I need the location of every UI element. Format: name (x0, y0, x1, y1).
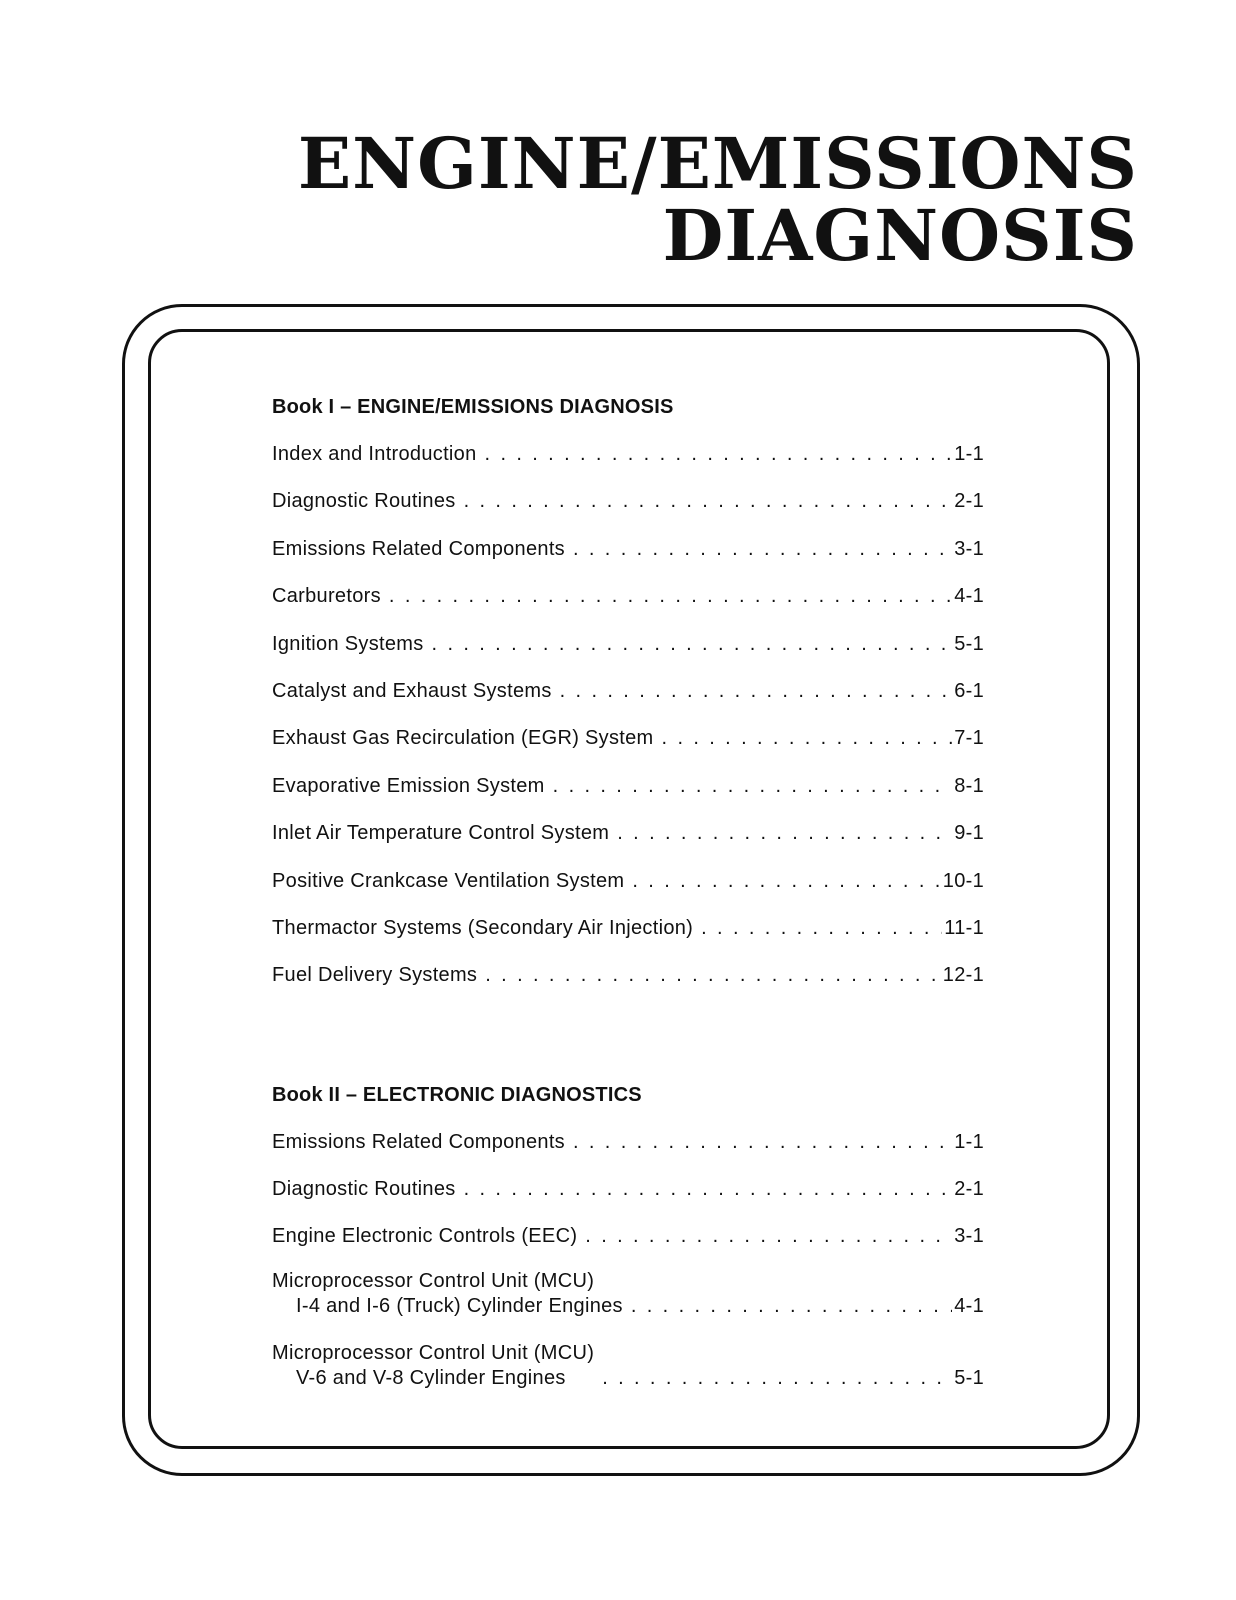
toc-entry-label: Microprocessor Control Unit (MCU) (272, 1270, 595, 1292)
page-title (297, 122, 1138, 277)
toc-entry-page: 2-1 (954, 490, 984, 513)
toc-entry-page: 5-1 (954, 1367, 984, 1389)
toc-entry-labels (272, 1269, 623, 1319)
toc-entry-page: 7-1 (954, 727, 984, 750)
title-line-1: ENGINE/EMISSIONS (297, 122, 1138, 205)
toc-entry-page: 8-1 (954, 774, 984, 797)
toc-entry-label: Emissions Related Components (272, 537, 565, 560)
toc-entry-page: 9-1 (954, 822, 984, 845)
dot-leader (485, 961, 941, 989)
dot-leader (553, 772, 953, 800)
toc-entry (272, 1269, 984, 1319)
dot-leader (389, 582, 952, 610)
dot-leader (464, 487, 953, 515)
toc-entry-label: Diagnostic Routines (272, 490, 456, 513)
toc-entry-label: Evaporative Emission System (272, 774, 545, 797)
dot-leader (631, 1294, 952, 1319)
dot-leader (602, 1366, 952, 1391)
dot-leader (585, 1222, 952, 1250)
toc-entry-sublabel: I-4 and I-6 (Truck) Cylinder Engines (296, 1295, 623, 1317)
toc-entry (272, 487, 984, 515)
toc-entry (272, 630, 984, 658)
toc-entry-label: Catalyst and Exhaust Systems (272, 679, 552, 702)
toc-entry-label: Microprocessor Control Unit (MCU) (272, 1342, 595, 1364)
dot-leader (662, 724, 953, 752)
toc-entry (272, 1222, 984, 1250)
toc-entry-page: 12-1 (942, 964, 984, 987)
title-line-2: DIAGNOSIS (662, 194, 1138, 277)
toc-entry (272, 1128, 984, 1156)
toc-entry (272, 677, 984, 705)
toc-entry-page: 4-1 (954, 585, 984, 608)
toc-entry-page: 6-1 (954, 679, 984, 702)
toc-entry-labels (272, 1341, 594, 1391)
toc-entry-page: 1-1 (954, 1131, 984, 1153)
toc-entry-page: 3-1 (954, 537, 984, 560)
toc-entry-page: 3-1 (954, 1225, 984, 1247)
dot-leader (632, 867, 940, 895)
toc-entry-label: Ignition Systems (272, 632, 424, 655)
toc-entry (272, 1341, 984, 1391)
toc-entry-page: 1-1 (954, 443, 984, 465)
dot-leader (701, 914, 942, 942)
toc-entry-label: Positive Crankcase Ventilation System (272, 869, 625, 892)
toc-entry-label: Emissions Related Components (272, 1131, 565, 1153)
dot-leader (560, 677, 953, 705)
toc-entry-label: Diagnostic Routines (272, 1178, 456, 1200)
toc-entry (272, 819, 984, 847)
dot-leader (573, 1128, 952, 1156)
dot-leader (617, 819, 952, 847)
toc-entry-label: Index and Introduction (272, 443, 477, 465)
toc-entry-label: Thermactor Systems (Secondary Air Injection) (272, 916, 694, 939)
toc-book-2 (272, 1081, 984, 1413)
book-1-heading: Book I – ENGINE/EMISSIONS DIAGNOSIS (272, 396, 674, 418)
toc-entry (272, 914, 984, 942)
toc-entry-label: Inlet Air Temperature Control System (272, 822, 610, 845)
toc-entry-label: Fuel Delivery Systems (272, 964, 478, 987)
toc-entry (272, 535, 984, 563)
toc-entry (272, 772, 984, 800)
toc-entry-label: Carburetors (272, 585, 381, 608)
toc-entry-page: 5-1 (954, 632, 984, 655)
dot-leader (573, 535, 952, 563)
dot-leader (464, 1175, 953, 1203)
toc-entry-page: 11-1 (944, 916, 984, 939)
book-2-heading: Book II – ELECTRONIC DIAGNOSTICS (272, 1084, 642, 1106)
toc-entry-label: Engine Electronic Controls (EEC) (272, 1225, 578, 1247)
toc-book-1 (272, 393, 984, 1009)
toc-entry-label: Exhaust Gas Recirculation (EGR) System (272, 727, 654, 750)
toc-entry (272, 440, 984, 468)
toc-entry-page: 4-1 (954, 1295, 984, 1317)
toc-entry-page: 10-1 (942, 869, 984, 892)
dot-leader (432, 630, 953, 658)
toc-entry (272, 582, 984, 610)
toc-entry-page: 2-1 (954, 1178, 984, 1200)
dot-leader (485, 440, 953, 468)
toc-entry (272, 1175, 984, 1203)
toc-entry-sublabel: V-6 and V-8 Cylinder Engines (296, 1367, 566, 1389)
toc-entry (272, 961, 984, 989)
toc-entry (272, 724, 984, 752)
toc-entry (272, 867, 984, 895)
